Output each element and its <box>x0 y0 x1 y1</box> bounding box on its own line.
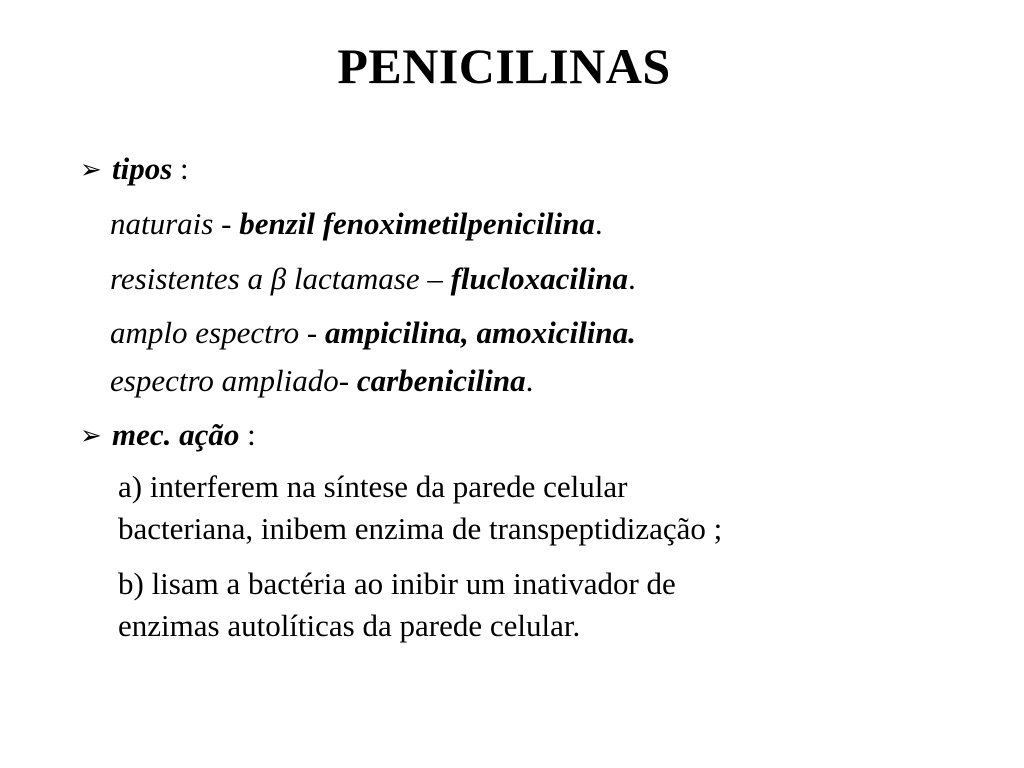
mecanismo-heading: mec. ação <box>112 417 240 452</box>
tipo-item-label: amplo espectro - <box>110 315 325 350</box>
mecanismo-point-b-line1: b) lisam a bactéria ao inibir um inativador de <box>118 566 676 601</box>
slide-title: PENICILINAS <box>337 38 671 94</box>
tipo-item <box>110 259 636 299</box>
arrow-bullet-icon: ➢ <box>80 421 102 450</box>
bullet-tipos <box>80 149 189 190</box>
mecanismo-point-a-line2: bacteriana, inibem enzima de transpeptidização ; <box>118 511 723 546</box>
tipo-item-label: espectro ampliado- <box>110 363 357 398</box>
arrow-bullet-icon: ➢ <box>80 155 102 184</box>
tipo-item-label: naturais - <box>110 206 240 241</box>
tipo-item-value: flucloxacilina <box>450 261 628 296</box>
tipo-item-label: resistentes a β lactamase – <box>110 261 451 296</box>
tipo-item <box>110 204 603 244</box>
tipo-item-end: . <box>525 363 534 398</box>
tipo-item-value: ampicilina, amoxicilina. <box>324 315 636 350</box>
mecanismo-point-b-line2: enzimas autolíticas da parede celular. <box>118 608 581 643</box>
tipo-item-value: benzil fenoximetilpenicilina <box>239 206 595 241</box>
tipo-item-end: . <box>594 206 603 241</box>
mecanismo-point-a-line1: a) interferem na síntese da parede celular <box>118 469 628 504</box>
bullet-mecanismo <box>80 415 256 456</box>
tipo-item-end: . <box>628 261 636 296</box>
mecanismo-heading-suffix: : <box>239 417 256 452</box>
tipos-heading: tipos <box>112 151 173 186</box>
tipos-heading-suffix: : <box>172 151 189 186</box>
tipo-item-value: carbenicilina <box>356 363 526 398</box>
tipo-item <box>110 361 533 401</box>
tipo-item <box>110 313 636 353</box>
